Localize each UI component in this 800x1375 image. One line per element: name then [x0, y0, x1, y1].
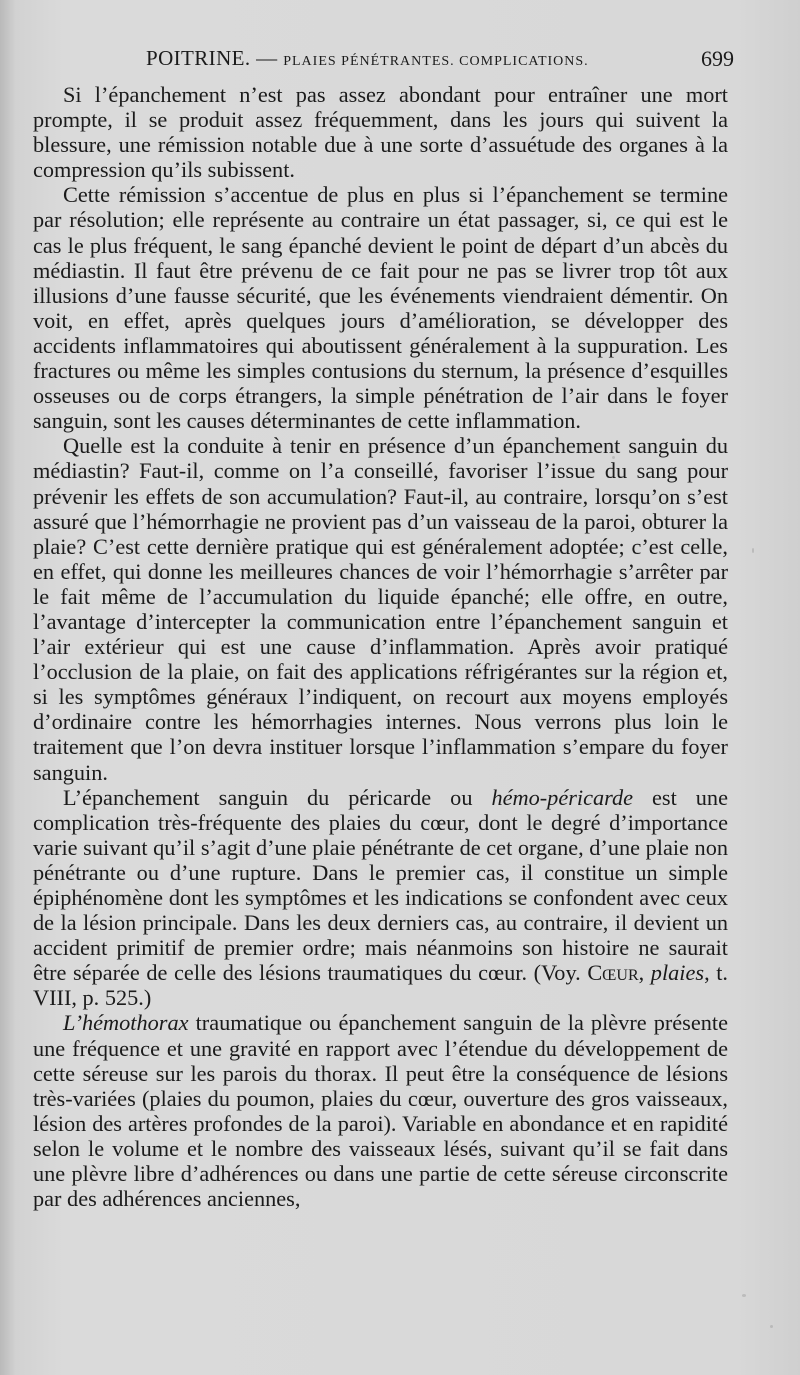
- running-head: [146, 46, 589, 71]
- paper-speck: [770, 1325, 773, 1328]
- body-text: [33, 82, 728, 1211]
- paragraph-5-text: traumatique ou épanchement sanguin de la plèvre présente une fréquence et une gravité en rapport avec l’étendue du développement de cette séreuse sur les parois du thorax. Il peut être la conséquence de lésions très-variées (plaies du poumon, plaies du cœur, ouverture des gros vaisseaux, lésion des artères profondes de la paroi). Variable en abondance et en rapidité selon le volume et le nombre des vaisseaux lésés, suivant qu’il se fait dans une plèvre libre d’adhérences ou dans une partie de cette séreuse circonscrite par des adhérences anciennes,: [33, 1010, 728, 1212]
- paper-speck: [752, 548, 754, 553]
- paragraph-4-text-b: est une complication très-fréquente des plaies du cœur, dont le degré d’importance varie suivant qu’il s’agit d’une plaie pénétrante de cet organe, d’une plaie non pénétrante ou d’une rupture. Dans le premier cas, il constitue un simple épiphénomène dont les symptômes et les indications se confondent avec ceux de la lésion principale. Dans les deux derniers cas, au contraire, il devient un accident primitif de premier ordre; mais néanmoins son histoire ne saurait être séparée de celle des lésions traumatiques du cœur. (Voy.: [33, 784, 728, 986]
- paragraph-5: [33, 1010, 728, 1211]
- page-header: [32, 44, 732, 78]
- cross-reference-coeur: Cœur: [587, 960, 639, 986]
- paragraph-4: [33, 785, 728, 1011]
- paragraph-4-text-a: L’épanchement sanguin du péricarde ou: [63, 784, 492, 810]
- cross-reference-plaies: plaies: [650, 960, 705, 986]
- paper-speck: [742, 1294, 746, 1297]
- paragraph-1: Si l’épanchement n’est pas assez abondant pour entraîner une mort prompte, il se produit assez fréquemment, dans les jours qui suivent la blessure, une rémission notable due à une sorte d’assuétude des organes à la compression qu’ils subissent.: [33, 82, 728, 183]
- term-hemo-pericarde: hémo-péricarde: [491, 784, 634, 810]
- page-number: 699: [701, 46, 734, 71]
- paragraph-4-comma: ,: [638, 960, 651, 986]
- paper-speck: [612, 456, 615, 459]
- paragraph-3: Quelle est la conduite à tenir en présence d’un épanchement sanguin du médiastin? Faut-il, comme on l’a conseillé, favoriser l’issue du sang pour prévenir les effets de son accumulation? Faut-il, au contraire, lorsqu’on s’est assuré que l’hémorrhagie ne provient pas d’un vaisseau de la paroi, obturer la plaie? C’est cette dernière pratique qui est généralement adoptée; c’est celle, en effet, qui donne les meilleures chances de voir l’hémorrhagie s’arrêter par le fait même de l’accumulation du liquide épanché; elle offre, en outre, l’avantage d’intercepter la communication entre l’épanchement sanguin et l’air extérieur qui est une cause d’inflammation. Après avoir pratiqué l’occlusion de la plaie, on fait des applications réfrigérantes sur la région et, si les symptômes généraux l’indiquent, on recourt aux moyens employés d’ordinaire contre les hémorrhagies internes. Nous verrons plus loin le traitement que l’on devra instituer lorsque l’inflammation s’empare du foyer sanguin.: [33, 433, 728, 785]
- term-hemothorax: L’hémothorax: [63, 1010, 189, 1036]
- running-head-subsection: PLAIES PÉNÉTRANTES. COMPLICATIONS.: [283, 54, 589, 69]
- running-head-section: POITRINE. —: [146, 46, 284, 70]
- paragraph-4-text-c: , t. VIII, p. 525.): [33, 960, 728, 1011]
- paragraph-2: Cette rémission s’accentue de plus en plus si l’épanchement se termine par résolution; elle représente au contraire un état passager, si, ce qui est le cas le plus fréquent, le sang épanché devient le point de départ d’un abcès du médiastin. Il faut être prévenu de ce fait pour ne pas se livrer trop tôt aux illusions d’une fausse sécurité, que les événements viendraient démentir. On voit, en effet, après quelques jours d’amélioration, se développer des accidents inflammatoires qui aboutissent généralement à la suppuration. Les fractures ou même les simples contusions du sternum, la présence d’esquilles osseuses ou de corps étrangers, la simple pénétration de l’air dans le foyer sanguin, sont les causes déterminantes de cette inflammation.: [33, 182, 728, 434]
